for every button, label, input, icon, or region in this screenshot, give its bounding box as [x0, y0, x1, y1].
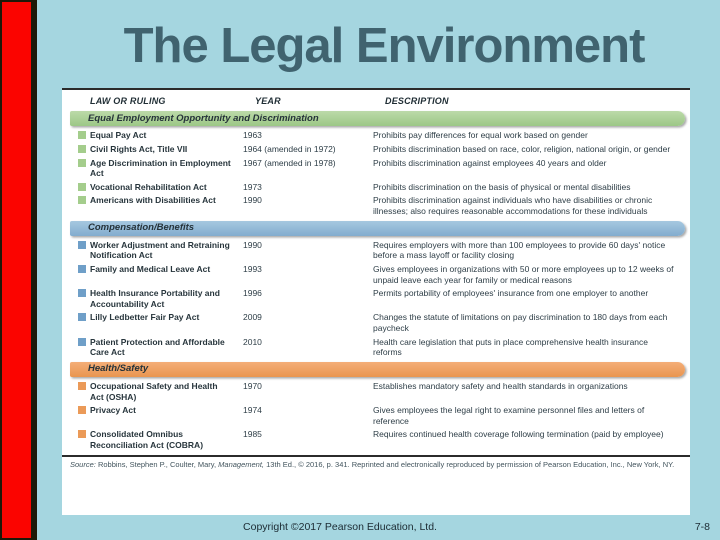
- table-header-row: [62, 93, 690, 107]
- law-name: Consolidated Omnibus Reconciliation Act (COBRA): [90, 429, 204, 450]
- table-row: [62, 158, 690, 179]
- legal-environment-table: [62, 88, 690, 515]
- source-book-title: Management,: [218, 459, 265, 469]
- bullet-square-icon: [78, 430, 86, 438]
- table-row: [62, 264, 690, 285]
- law-year: 1973: [243, 181, 262, 192]
- source-details: 13th Ed., © 2016, p. 341. Reprinted and electronically reproduced by permission of Pearson Education, Inc., New York, NY.: [264, 459, 675, 469]
- bullet-square-icon: [78, 338, 86, 346]
- law-name: Equal Pay Act: [90, 130, 147, 141]
- law-year: 2010: [243, 336, 262, 347]
- bullet-square-icon: [78, 313, 86, 321]
- section-header-health-safety: Health/Safety: [70, 362, 685, 377]
- law-description: Health care legislation that puts in place comprehensive health insurance reforms: [373, 336, 648, 358]
- law-description: Prohibits discrimination against employees 40 years and older: [373, 157, 607, 168]
- law-name: Patient Protection and Affordable Care Act: [90, 336, 225, 358]
- table-row: [62, 144, 690, 155]
- law-description: Prohibits pay differences for equal work based on gender: [373, 130, 588, 141]
- table-row: [62, 429, 690, 450]
- page-number: 7-8: [694, 521, 710, 533]
- table-row: [62, 240, 690, 261]
- law-description: Prohibits discrimination on the basis of physical or mental disabilities: [373, 181, 631, 192]
- law-year: 1974: [243, 405, 262, 416]
- law-description: Prohibits discrimination against individuals who have disabilities or chronic illnesses; also requires reasonable accommodations for these individuals: [373, 195, 653, 216]
- bullet-square-icon: [78, 196, 86, 204]
- law-description: Establishes mandatory safety and health standards in organizations: [373, 380, 628, 391]
- table-row: [62, 182, 690, 193]
- law-description: Gives employees the legal right to examine personnel files and letters of reference: [373, 405, 645, 426]
- red-accent-bar: [2, 2, 31, 538]
- source-authors: Robbins, Stephen P., Coulter, Mary,: [95, 459, 219, 469]
- law-name: Civil Rights Act, Title VII: [90, 143, 188, 154]
- table-row: [62, 312, 690, 333]
- bullet-square-icon: [78, 183, 86, 191]
- law-name: Family and Medical Leave Act: [90, 263, 211, 274]
- law-year: 1990: [243, 239, 262, 250]
- law-description: Changes the statute of limitations on pay discrimination to 180 days from each paycheck: [373, 312, 668, 333]
- law-name: Lilly Ledbetter Fair Pay Act: [90, 312, 200, 323]
- table-row: [62, 405, 690, 426]
- law-name: Worker Adjustment and Retraining Notification Act: [90, 239, 230, 261]
- column-header-description: DESCRIPTION: [385, 96, 449, 106]
- table-row: [62, 381, 690, 402]
- law-description: Requires employers with more than 100 employees to provide 60 days' notice before a mass layoff or facility closing: [373, 239, 666, 261]
- law-name: Privacy Act: [90, 405, 136, 416]
- law-name: Americans with Disabilities Act: [90, 195, 216, 206]
- slide-title: The Legal Environment: [123, 19, 645, 73]
- column-header-year: YEAR: [255, 96, 281, 106]
- bullet-square-icon: [78, 131, 86, 139]
- law-year: 2009: [243, 312, 262, 323]
- law-description: Gives employees in organizations with 50 or more employees up to 12 weeks of unpaid leave each year for family or medical reasons: [373, 263, 674, 285]
- table-row: [62, 195, 690, 216]
- law-year: 1996: [243, 288, 262, 299]
- table-row: [62, 337, 690, 358]
- table-row: [62, 130, 690, 141]
- column-header-law: LAW OR RULING: [90, 96, 166, 106]
- law-name: Occupational Safety and Health Act (OSHA): [90, 380, 218, 402]
- section-header-compensation-benefits: Compensation/Benefits: [70, 221, 685, 236]
- bullet-square-icon: [78, 382, 86, 390]
- copyright-text: Copyright ©2017 Pearson Education, Ltd.: [243, 521, 437, 533]
- source-label: Source:: [70, 459, 96, 469]
- law-name: Vocational Rehabilitation Act: [90, 181, 207, 192]
- bullet-square-icon: [78, 289, 86, 297]
- source-divider: [62, 455, 690, 457]
- source-citation: [62, 460, 690, 470]
- law-year: 1985: [243, 429, 262, 440]
- law-year: 1964 (amended in 1972): [243, 143, 336, 154]
- bullet-square-icon: [78, 265, 86, 273]
- law-year: 1970: [243, 380, 262, 391]
- law-year: 1963: [243, 130, 262, 141]
- law-name: Age Discrimination in Employment Act: [90, 157, 231, 179]
- table-row: [62, 288, 690, 309]
- bullet-square-icon: [78, 159, 86, 167]
- law-name: Health Insurance Portability and Accountability Act: [90, 288, 220, 309]
- law-year: 1990: [243, 195, 262, 206]
- law-description: Requires continued health coverage following termination (paid by employee): [373, 429, 664, 440]
- law-year: 1967 (amended in 1978): [243, 157, 336, 168]
- bullet-square-icon: [78, 145, 86, 153]
- bullet-square-icon: [78, 241, 86, 249]
- law-description: Prohibits discrimination based on race, color, religion, national origin, or gender: [373, 143, 671, 154]
- law-year: 1993: [243, 263, 262, 274]
- bullet-square-icon: [78, 406, 86, 414]
- section-header-equal-employment: Equal Employment Opportunity and Discrimination: [70, 111, 685, 126]
- law-description: Permits portability of employees' insurance from one employer to another: [373, 288, 649, 299]
- accent-bar-frame: [0, 0, 37, 540]
